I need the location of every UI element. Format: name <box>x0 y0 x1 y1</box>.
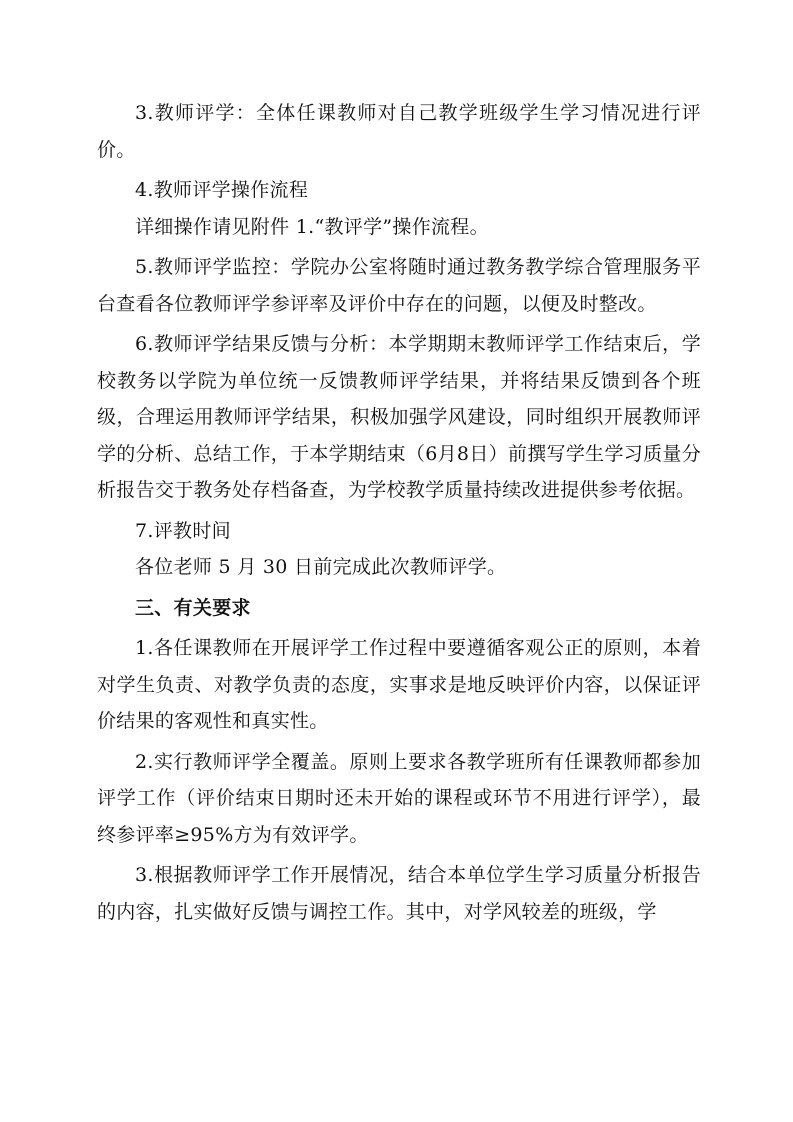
document-body <box>97 95 701 930</box>
section-heading-requirements: 三、有关要求 <box>135 596 251 619</box>
paragraph-evaluation-time-title: 7.评教时间 <box>135 519 231 542</box>
paragraph-operation-process-title: 4.教师评学操作流程 <box>135 179 309 201</box>
paragraph-teacher-evaluation-scope: 3.教师评学：全体任课教师对自己教学班级学生学习情况进行评价。 <box>97 102 701 161</box>
paragraph-feedback-analysis: 6.教师评学结果反馈与分析：本学期期末教师评学工作结束后，学校教务以学院为单位统一反馈教师评学结果，并将结果反馈到各个班级，合理运用教师评学结果，积极加强学风建设，同时组织开展教师评学的分析、总结工作，于本学期结束（6月8日）前撰写学生学习质量分析报告交于教务处存档备查，为学校教学质量持续改进提供参考依据。 <box>97 333 701 501</box>
paragraph-requirement-coverage: 2.实行教师评学全覆盖。原则上要求各教学班所有任课教师都参加评学工作（评价结束日期时还未开始的课程或环节不用进行评学），最终参评率≥95%方为有效评学。 <box>97 750 701 846</box>
paragraph-evaluation-monitoring: 5.教师评学监控：学院办公室将随时通过教务教学综合管理服务平台查看各位教师评学参评率及评价中存在的问题，以便及时整改。 <box>97 256 701 315</box>
paragraph-requirement-objective: 1.各任课教师在开展评学工作过程中要遵循客观公正的原则，本着对学生负责、对教学负责的态度，实事求是地反映评价内容，以保证评价结果的客观性和真实性。 <box>97 637 701 732</box>
paragraph-evaluation-deadline: 各位老师 5 月 30 日前完成此次教师评学。 <box>135 556 507 578</box>
paragraph-operation-process-detail: 详细操作请见附件 1.“教评学”操作流程。 <box>135 215 489 238</box>
paragraph-requirement-feedback: 3.根据教师评学工作开展情况，结合本单位学生学习质量分析报告的内容，扎实做好反馈与调控工作。其中，对学风较差的班级，学 <box>97 864 701 923</box>
